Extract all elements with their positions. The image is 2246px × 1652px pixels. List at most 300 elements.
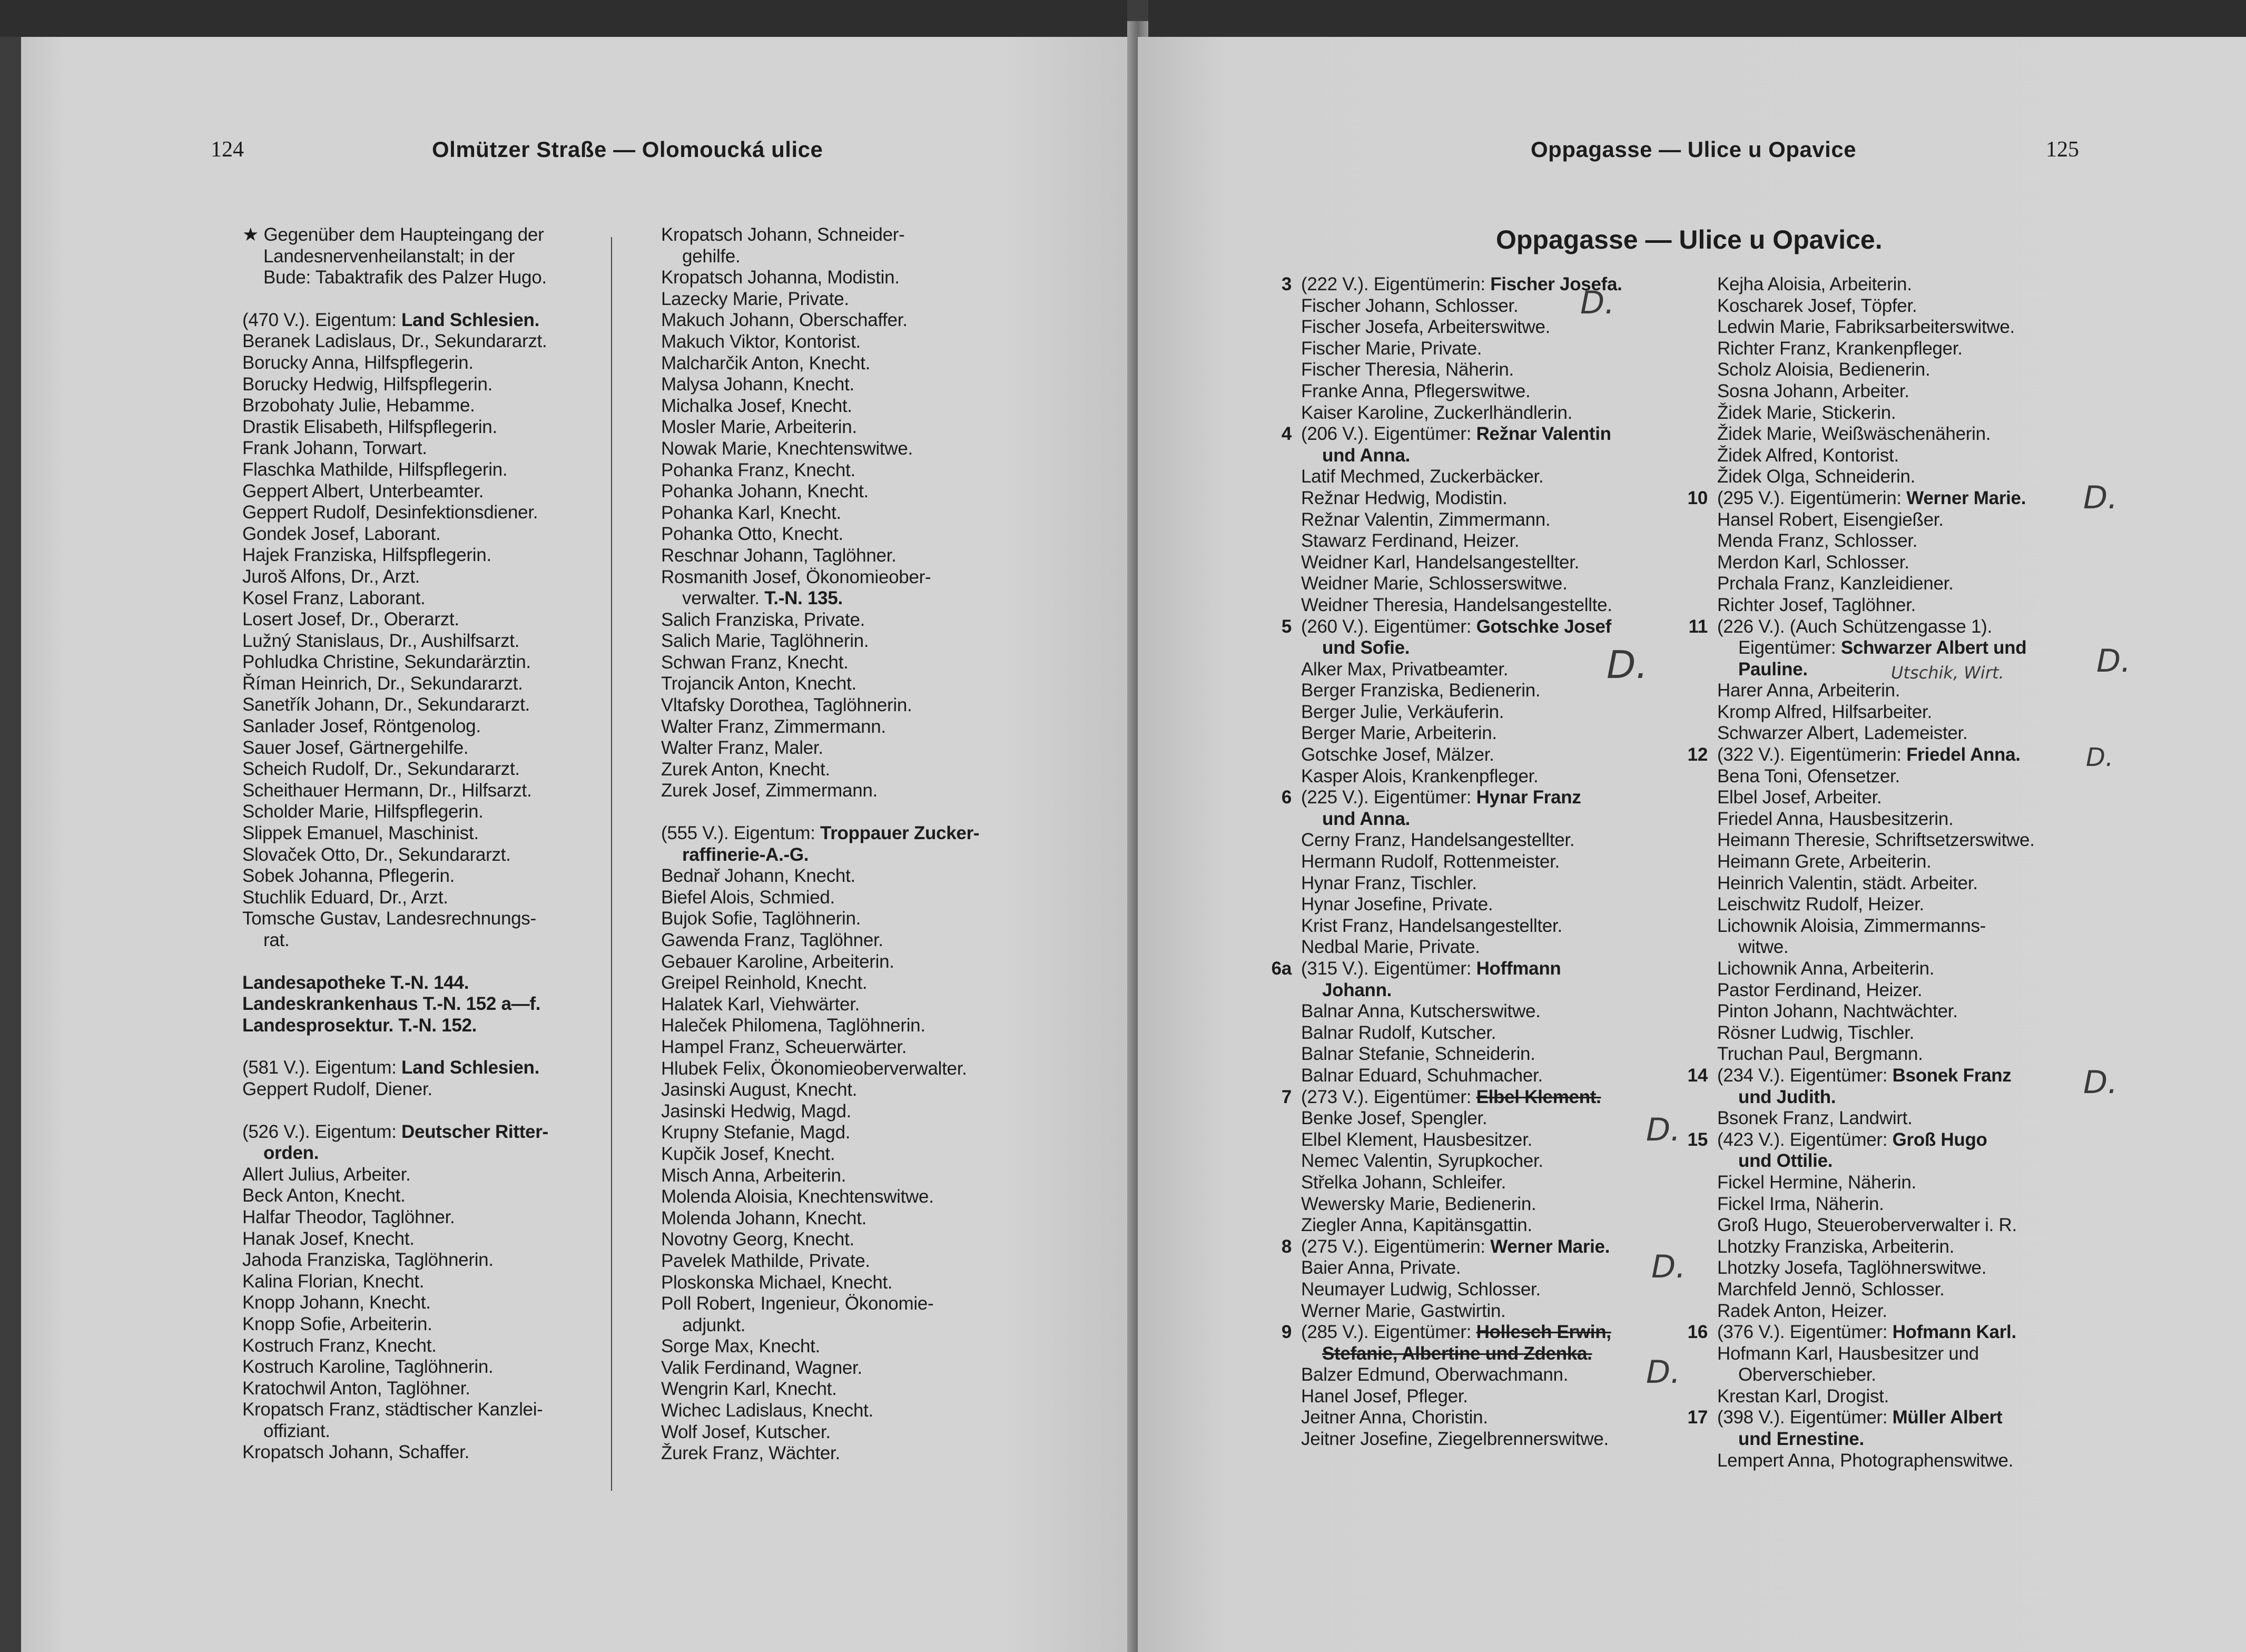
line-text: Hynar Franz, Tischler. <box>1301 872 1477 893</box>
directory-line <box>661 1443 1061 1464</box>
line-text: Walter Franz, Zimmermann. <box>661 716 886 737</box>
line-text: Balnar Anna, Kutscherswitwe. <box>1301 1001 1541 1022</box>
line-text: Lichownik Aloisia, Zimmermanns- <box>1717 915 1986 936</box>
directory-line <box>1259 1322 1728 1343</box>
directory-line <box>1675 1129 2154 1151</box>
directory-line <box>1717 424 2154 445</box>
owner-name: Bsonek Franz <box>1892 1065 2012 1086</box>
left-page-number: 124 <box>211 137 244 162</box>
directory-line <box>1675 1322 2154 1343</box>
entry-gap <box>661 802 1061 823</box>
line-text: (222 V.). Eigentümerin: <box>1301 274 1491 294</box>
line-text: Werner Marie, Gastwirtin. <box>1301 1300 1506 1321</box>
directory-line <box>1301 595 1728 616</box>
line-text: Bujok Sofie, Taglöhnerin. <box>661 908 861 929</box>
line-text: Greipel Reinhold, Knecht. <box>661 972 868 994</box>
house-number: 15 <box>1687 1129 1708 1150</box>
line-text: Groß Hugo, Steueroberverwalter i. R. <box>1717 1215 2017 1236</box>
line-text: Knopp Sofie, Arbeiterin. <box>242 1313 432 1334</box>
directory-line <box>242 759 627 780</box>
directory-line <box>1259 787 1728 809</box>
directory-line <box>242 588 627 609</box>
pencil-mark: D. <box>2096 643 2131 680</box>
directory-line <box>661 289 1061 310</box>
directory-line <box>661 780 1061 802</box>
directory-line <box>661 972 1061 994</box>
line-text: Friedel Anna, Hausbesitzerin. <box>1717 808 1954 829</box>
line-text: Richter Josef, Taglöhner. <box>1717 594 1916 615</box>
directory-line <box>242 374 627 396</box>
directory-line <box>1717 1301 2154 1322</box>
directory-line <box>1717 1194 2154 1215</box>
directory-line <box>1675 744 2154 766</box>
line-text: Balnar Rudolf, Kutscher. <box>1301 1022 1496 1043</box>
directory-line <box>242 331 627 352</box>
column-divider <box>611 237 612 1491</box>
line-text: (398 V.). Eigentümer: <box>1717 1407 1893 1428</box>
house-number: 12 <box>1687 744 1708 765</box>
directory-line <box>1717 1450 2154 1472</box>
line-text: Salich Marie, Taglöhnerin. <box>661 631 869 652</box>
line-text: Walter Franz, Maler. <box>661 738 823 759</box>
directory-line <box>242 887 627 909</box>
line-text: Malcharčik Anton, Knecht. <box>661 352 871 373</box>
line-text: Hanak Josef, Knecht. <box>242 1228 415 1249</box>
directory-line <box>1259 616 1728 638</box>
directory-line <box>1717 958 2154 980</box>
directory-line <box>1301 573 1728 595</box>
line-text: (225 V.). Eigentümer: <box>1301 787 1476 808</box>
line-text: Trojancik Anton, Knecht. <box>661 673 856 694</box>
directory-line <box>242 716 627 738</box>
directory-line <box>242 694 627 716</box>
line-text: Weidner Marie, Schlosserswitwe. <box>1301 573 1568 594</box>
line-text: (273 V.). Eigentümer: <box>1301 1086 1476 1107</box>
line-text: Koscharek Josef, Töpfer. <box>1717 295 1917 316</box>
line-text: Leischwitz Rudolf, Heizer. <box>1717 894 1924 915</box>
line-text: Fischer Johann, Schlosser. <box>1301 295 1519 316</box>
directory-line <box>1717 1429 2154 1450</box>
directory-line <box>1301 381 1728 402</box>
line-text: Menda Franz, Schlosser. <box>1717 530 1918 552</box>
directory-line <box>661 738 1061 759</box>
line-text: Weidner Karl, Handelsangestellter. <box>1301 552 1580 573</box>
directory-line <box>661 673 1061 695</box>
owner-name: Land Schlesien. <box>401 1057 540 1078</box>
directory-line <box>661 524 1061 545</box>
line-text: Gawenda Franz, Taglöhner. <box>661 930 883 950</box>
directory-line <box>1301 1065 1728 1087</box>
line-text: Stawarz Ferdinand, Heizer. <box>1301 530 1520 552</box>
line-text: rat. <box>263 930 290 950</box>
directory-line <box>242 1335 627 1357</box>
line-text: Jeitner Josefine, Ziegelbrennerswitwe. <box>1301 1429 1609 1450</box>
directory-line <box>1301 937 1728 958</box>
directory-line <box>1717 830 2154 851</box>
pencil-mark: D. <box>1607 643 1648 687</box>
owner-name-struck: Elbel Klement. <box>1476 1086 1601 1107</box>
left-page <box>21 37 1138 1652</box>
directory-line <box>242 1164 627 1186</box>
line-text: Eigentümer: <box>1738 637 1841 658</box>
directory-line <box>661 438 1061 460</box>
house-number: 17 <box>1687 1407 1708 1428</box>
directory-line <box>1717 1257 2154 1279</box>
house-number: 6 <box>1281 787 1292 808</box>
line-text: Nowak Marie, Knechtenswitwe. <box>661 438 913 459</box>
directory-line <box>242 738 627 759</box>
line-text: Fischer Marie, Private. <box>1301 338 1482 359</box>
pencil-note: Utschik, Wirt. <box>1891 663 2004 683</box>
directory-line <box>1717 530 2154 552</box>
line-text: Alker Max, Privatbeamter. <box>1301 658 1509 680</box>
line-text: Ploskonska Michael, Knecht. <box>661 1272 893 1293</box>
line-text: Hlubek Felix, Ökonomieoberverwalter. <box>661 1058 967 1079</box>
directory-line <box>1717 680 2154 702</box>
line-text: Kromp Alfred, Hilfsarbeiter. <box>1717 701 1932 722</box>
directory-line <box>1301 338 1728 360</box>
directory-line <box>242 972 627 994</box>
directory-line <box>661 1400 1061 1422</box>
owner-name: raffinerie-A.-G. <box>682 844 809 865</box>
line-text: Heimann Grete, Arbeiterin. <box>1717 851 1932 872</box>
directory-line <box>1717 787 2154 809</box>
directory-line <box>661 695 1061 716</box>
line-text: Židek Olga, Schneiderin. <box>1717 466 1916 487</box>
owner-name: und Ottilie. <box>1738 1150 1833 1172</box>
directory-line <box>242 1015 627 1037</box>
directory-line <box>1259 1087 1728 1108</box>
line-text: Hajek Franziska, Hilfspflegerin. <box>242 545 491 566</box>
line-text: Lichownik Anna, Arbeiterin. <box>1717 958 1935 979</box>
directory-line <box>1301 1022 1728 1044</box>
line-text: Pohanka Otto, Knecht. <box>661 524 843 545</box>
directory-line <box>242 1271 627 1293</box>
line-text: Cerny Franz, Handelsangestellter. <box>1301 830 1575 851</box>
owner-name: und Anna. <box>1322 445 1411 466</box>
line-text: Flaschka Mathilde, Hilfspflegerin. <box>242 459 508 480</box>
directory-line <box>242 1185 627 1207</box>
house-number: 10 <box>1687 487 1708 508</box>
directory-line <box>1717 402 2154 424</box>
owner-name-struck: Hollesch Erwin, <box>1476 1322 1611 1343</box>
directory-line <box>1301 1001 1728 1022</box>
line-text: Reschnar Johann, Taglöhner. <box>661 545 897 566</box>
directory-line <box>661 1208 1061 1230</box>
directory-line <box>661 353 1061 375</box>
line-text: Knopp Johann, Knecht. <box>242 1292 431 1313</box>
line-text: Hampel Franz, Scheuerwärter. <box>661 1036 907 1057</box>
directory-line <box>242 310 627 331</box>
line-text: Pohludka Christine, Sekundarärztin. <box>242 652 531 673</box>
pencil-mark: D. <box>2086 743 2114 772</box>
line-text: verwalter. <box>682 588 765 609</box>
directory-line <box>661 1037 1061 1058</box>
line-text: Merdon Karl, Schlosser. <box>1717 552 1909 573</box>
line-text: Brzobohaty Julie, Hebamme. <box>242 395 475 416</box>
directory-line <box>1717 317 2154 338</box>
directory-line <box>242 994 627 1015</box>
line-text: Schwarzer Albert, Lademeister. <box>1717 723 1968 744</box>
directory-line <box>242 1378 627 1400</box>
line-text: (295 V.). Eigentümerin: <box>1717 487 1907 508</box>
line-text: Kalina Florian, Knecht. <box>242 1271 425 1292</box>
line-text: (581 V.). Eigentum: <box>242 1057 402 1078</box>
directory-line <box>1675 488 2154 509</box>
directory-line <box>661 930 1061 951</box>
line-text: Kratochwil Anton, Taglöhner. <box>242 1378 470 1399</box>
directory-line <box>1717 1022 2154 1044</box>
directory-line <box>1301 873 1728 894</box>
left-column-2 <box>661 224 1061 1464</box>
directory-line <box>1301 766 1728 788</box>
directory-line <box>661 1144 1061 1165</box>
directory-line <box>1717 1172 2154 1194</box>
owner-name: Hofmann Karl. <box>1892 1322 2016 1343</box>
directory-line <box>1259 958 1728 980</box>
directory-line <box>661 1358 1061 1379</box>
line-text: Berger Marie, Arbeiterin. <box>1301 723 1497 744</box>
owner-name: Johann. <box>1322 979 1392 1000</box>
line-text: Heinrich Valentin, städt. Arbeiter. <box>1717 872 1978 893</box>
owner-name: Fischer Josefa. <box>1490 274 1622 294</box>
line-text: Berger Julie, Verkäuferin. <box>1301 701 1504 722</box>
directory-line <box>242 1292 627 1314</box>
line-text: Radek Anton, Heizer. <box>1717 1300 1887 1321</box>
line-text: Tomsche Gustav, Landesrechnungs- <box>242 908 536 929</box>
directory-line <box>661 908 1061 930</box>
directory-line <box>242 481 627 503</box>
directory-line <box>1717 723 2154 744</box>
directory-line <box>661 609 1061 631</box>
owner-name: Landesapotheke T.-N. 144. <box>242 972 469 993</box>
house-number: 11 <box>1688 616 1708 637</box>
line-text: Gondek Josef, Laborant. <box>242 523 441 544</box>
directory-line <box>1717 445 2154 467</box>
directory-line <box>1301 317 1728 338</box>
pencil-mark: D. <box>1646 1112 1681 1148</box>
line-text: Wolf Josef, Kutscher. <box>661 1421 831 1442</box>
line-text: Frank Johann, Torwart. <box>242 438 427 459</box>
directory-line <box>661 1379 1061 1400</box>
line-text: Sorge Max, Knecht. <box>661 1336 820 1357</box>
directory-line <box>242 502 627 524</box>
directory-line <box>242 1228 627 1250</box>
house-number: 9 <box>1281 1322 1292 1343</box>
owner-name: Groß Hugo <box>1892 1129 1987 1150</box>
directory-line <box>242 673 627 695</box>
directory-line <box>1301 530 1728 552</box>
line-text: Oberverschieber. <box>1738 1364 1876 1385</box>
directory-line <box>661 545 1061 567</box>
line-text: offiziant. <box>263 1420 330 1441</box>
line-text: Bednař Johann, Knecht. <box>661 866 855 887</box>
directory-line <box>661 951 1061 973</box>
directory-line <box>1717 595 2154 616</box>
line-text: Pohanka Karl, Knecht. <box>661 502 841 523</box>
owner-name: Gotschke Josef <box>1476 616 1612 637</box>
line-text: (275 V.). Eigentümerin: <box>1301 1236 1491 1257</box>
directory-line <box>661 866 1061 887</box>
directory-line <box>1301 445 1728 467</box>
line-text: Lhotzky Josefa, Taglöhnerswitwe. <box>1717 1257 1987 1279</box>
line-text: (423 V.). Eigentümer: <box>1717 1129 1893 1150</box>
owner-name: Hynar Franz <box>1476 787 1581 808</box>
line-text: Sanetřík Johann, Dr., Sekundararzt. <box>242 694 530 715</box>
line-text: Geppert Rudolf, Diener. <box>242 1078 432 1099</box>
house-number: 16 <box>1687 1322 1708 1343</box>
directory-line <box>1717 1150 2154 1172</box>
directory-line <box>1717 1108 2154 1129</box>
owner-name: Schwarzer Albert und <box>1840 637 2027 658</box>
line-text: Borucky Anna, Hilfspflegerin. <box>242 352 474 373</box>
line-text: Kropatsch Johanna, Modistin. <box>661 267 900 288</box>
line-text: ★ Gegenüber dem Haupteingang der <box>242 224 544 245</box>
owner-name: Landesprosektur. T.-N. 152. <box>242 1015 477 1036</box>
line-text: Elbel Josef, Arbeiter. <box>1717 787 1882 808</box>
directory-line <box>242 1122 627 1143</box>
directory-line <box>1301 1172 1728 1194</box>
line-text: Juroš Alfons, Dr., Arzt. <box>242 566 420 587</box>
directory-line <box>661 567 1061 588</box>
line-text: Židek Marie, Weißwäschenäherin. <box>1717 424 1991 445</box>
directory-line <box>242 652 627 673</box>
line-text: Geppert Rudolf, Desinfektionsdiener. <box>242 502 538 523</box>
line-text: Střelka Johann, Schleifer. <box>1301 1172 1506 1193</box>
line-text: Sauer Josef, Gärtnergehilfe. <box>242 737 469 758</box>
line-text: Latif Mechmed, Zuckerbäcker. <box>1301 466 1544 487</box>
line-text: Ziegler Anna, Kapitänsgattin. <box>1301 1215 1532 1236</box>
directory-line <box>1301 296 1728 317</box>
line-text: Prchala Franz, Kanzleidiener. <box>1717 573 1954 594</box>
line-text: adjunkt. <box>682 1314 746 1335</box>
directory-line <box>1717 851 2154 873</box>
directory-line <box>1717 1215 2154 1236</box>
line-text: Zurek Anton, Knecht. <box>661 759 830 780</box>
right-page <box>1138 37 2246 1652</box>
pencil-mark: D. <box>1580 284 1615 321</box>
line-text: Hermann Rudolf, Rottenmeister. <box>1301 851 1560 872</box>
directory-line <box>661 1272 1061 1294</box>
line-text: Rosmanith Josef, Ökonomieober- <box>661 566 931 587</box>
directory-line <box>1301 466 1728 488</box>
left-running-head: Olmützer Straße — Olomoucká ulice <box>432 137 823 162</box>
house-number: 5 <box>1281 616 1292 637</box>
line-text: Biefel Alois, Schmied. <box>661 887 835 908</box>
right-column-2 <box>1687 274 2154 1471</box>
line-text: Franke Anna, Pflegerswitwe. <box>1301 380 1531 401</box>
line-text: Allert Julius, Arbeiter. <box>242 1164 411 1185</box>
directory-line <box>1717 552 2154 574</box>
directory-line <box>1301 894 1728 916</box>
line-text: Kupčik Josef, Knecht. <box>661 1143 835 1164</box>
directory-line <box>661 994 1061 1016</box>
line-text: (226 V.). (Auch Schützengasse 1). <box>1717 616 1992 637</box>
line-text: Jasinski Hedwig, Magd. <box>661 1100 852 1122</box>
directory-line <box>1717 980 2154 1001</box>
line-text: (322 V.). Eigentümerin: <box>1717 744 1907 765</box>
house-number: 7 <box>1281 1086 1292 1107</box>
directory-line <box>242 609 627 631</box>
directory-line <box>661 331 1061 353</box>
directory-line <box>661 310 1061 331</box>
line-text: Balzer Edmund, Oberwachmann. <box>1301 1364 1569 1385</box>
directory-line <box>1717 1279 2154 1301</box>
line-text: Židek Alfred, Kontorist. <box>1717 445 1899 466</box>
directory-line <box>661 460 1061 481</box>
owner-name: Friedel Anna. <box>1906 744 2021 765</box>
directory-line <box>1717 937 2154 958</box>
line-text: Truchan Paul, Bergmann. <box>1717 1044 1923 1065</box>
line-text: Scholz Aloisia, Bedienerin. <box>1717 359 1930 380</box>
line-text: Krestan Karl, Drogist. <box>1717 1385 1889 1407</box>
line-text: (260 V.). Eigentümer: <box>1301 616 1476 637</box>
owner-name: und Sofie. <box>1322 637 1410 658</box>
directory-line <box>1301 637 1728 659</box>
pencil-mark: D. <box>2083 479 2118 516</box>
directory-line <box>661 716 1061 738</box>
directory-line <box>1301 980 1728 1001</box>
line-text: Michalka Josef, Knecht. <box>661 395 852 416</box>
line-text: Nemec Valentin, Syrupkocher. <box>1301 1150 1543 1172</box>
directory-line <box>242 395 627 417</box>
directory-line <box>1717 381 2154 402</box>
directory-line <box>1301 744 1728 766</box>
line-text: Berger Franziska, Bedienerin. <box>1301 680 1541 701</box>
directory-line <box>661 1251 1061 1272</box>
directory-line <box>1301 1194 1728 1215</box>
directory-line <box>1717 637 2154 659</box>
directory-line <box>1259 424 1728 445</box>
directory-line <box>1301 509 1728 531</box>
directory-line <box>1675 616 2154 638</box>
line-text: Vltafsky Dorothea, Taglöhnerin. <box>661 695 912 716</box>
directory-line <box>1301 659 1728 681</box>
directory-line <box>1301 1301 1728 1322</box>
section-title: Oppagasse — Ulice u Opavice. <box>1496 225 1883 254</box>
directory-line <box>1717 1001 2154 1022</box>
line-text: Scheithauer Hermann, Dr., Hilfsarzt. <box>242 780 532 801</box>
directory-line <box>661 1122 1061 1144</box>
directory-line <box>1301 851 1728 873</box>
directory-line <box>242 1057 627 1079</box>
line-text: Kostruch Karoline, Taglöhnerin. <box>242 1356 494 1378</box>
line-text: Fickel Hermine, Näherin. <box>1717 1172 1916 1193</box>
directory-line <box>1717 1343 2154 1365</box>
owner-name: und Anna. <box>1322 808 1411 829</box>
directory-line <box>661 246 1061 268</box>
directory-line <box>242 1207 627 1228</box>
directory-line <box>242 823 627 844</box>
directory-line <box>661 1015 1061 1037</box>
line-text: Wewersky Marie, Bedienerin. <box>1301 1193 1536 1214</box>
owner-name: Werner Marie. <box>1906 487 2026 508</box>
line-text: Lhotzky Franziska, Arbeiterin. <box>1717 1236 1955 1257</box>
house-number: 14 <box>1687 1065 1708 1086</box>
directory-line <box>661 652 1061 674</box>
directory-line <box>242 224 627 246</box>
owner-name: orden. <box>263 1143 319 1164</box>
line-text: Kosel Franz, Laborant. <box>242 587 426 608</box>
directory-line <box>242 1421 627 1442</box>
directory-line <box>242 1442 627 1463</box>
line-text: (206 V.). Eigentümer: <box>1301 424 1476 445</box>
directory-line <box>1301 916 1728 937</box>
directory-line <box>661 1186 1061 1208</box>
directory-line <box>242 459 627 481</box>
directory-line <box>242 246 627 268</box>
right-running-head: Oppagasse — Ulice u Opavice <box>1531 137 1857 162</box>
